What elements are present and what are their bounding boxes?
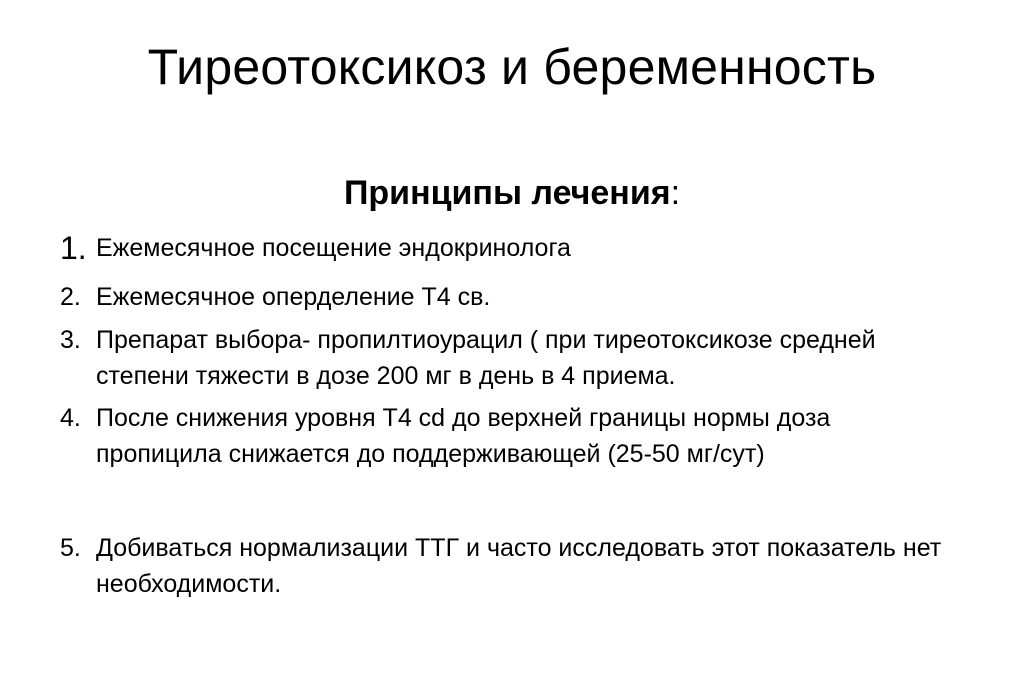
list-item-number: 2. <box>60 283 81 311</box>
list-item-number: 1. <box>60 230 87 266</box>
list-item <box>60 400 960 472</box>
slide-title: Тиреотоксикоз и беременность <box>147 39 877 95</box>
slide-subtitle <box>0 172 1024 214</box>
subtitle-colon: : <box>670 174 681 212</box>
list-item-text: Ежемесячное посещение эндокринолога <box>96 234 571 262</box>
list-item-text: Препарат выбора- пропилтиоурацил ( при тиреотоксикозе средней степени тяжести в дозе 200 мг в день в 4 приема. <box>96 326 876 390</box>
list-item <box>60 279 960 315</box>
list-item-text: После снижения уровня Т4 cd до верхней границы нормы доза пропицила снижается до поддерживающей (25-50 мг/сут) <box>96 404 831 468</box>
list-item-number: 3. <box>60 326 81 354</box>
list-item-text: Добиваться нормализации ТТГ и часто исследовать этот показатель нет необходимости. <box>96 534 942 598</box>
list-item-text: Ежемесячное оперделение Т4 св. <box>96 283 491 311</box>
subtitle-text: Принципы лечения <box>343 174 671 212</box>
list-item <box>60 530 960 602</box>
list-item <box>60 230 960 266</box>
list-item-number: 4. <box>60 404 81 432</box>
list-item <box>60 322 960 394</box>
list-item-number: 5. <box>60 534 81 562</box>
